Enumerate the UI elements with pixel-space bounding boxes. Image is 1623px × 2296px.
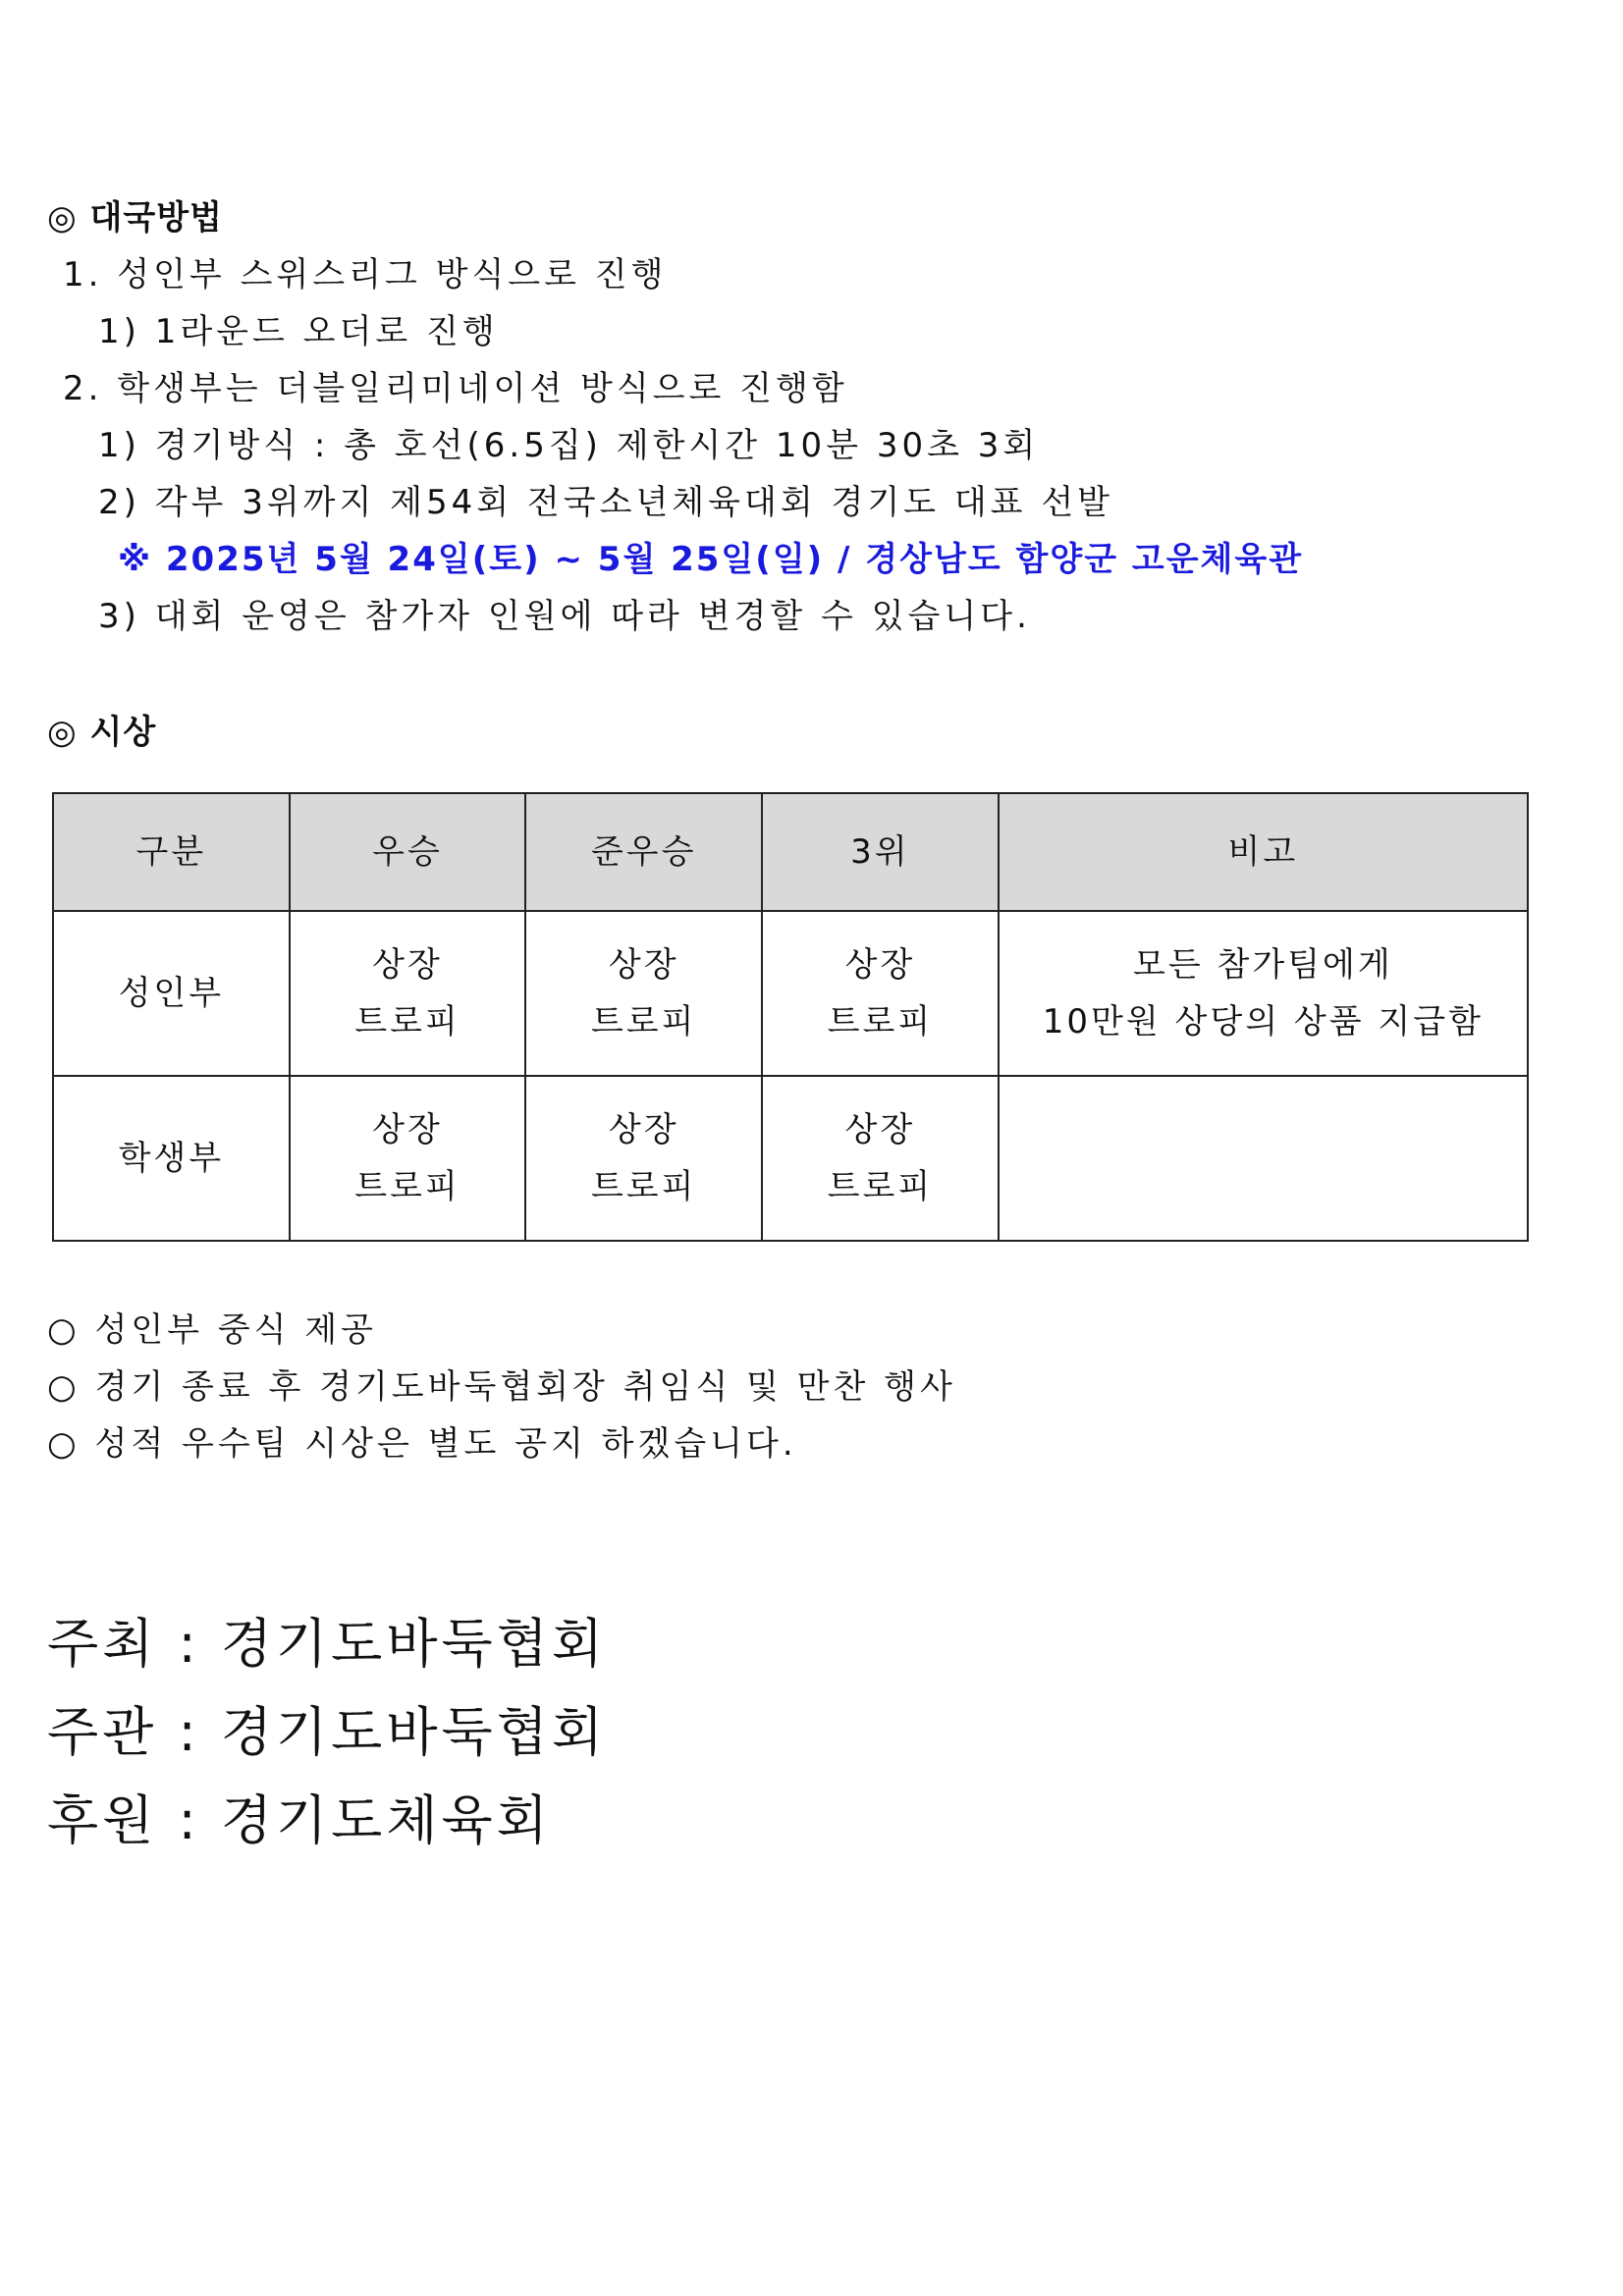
table-row	[53, 911, 1528, 1076]
method-item-1: 1. 성인부 스위스리그 방식으로 진행	[63, 255, 668, 294]
method-item-2-sub-2: 2) 각부 3위까지 제54회 전국소년체육대회 경기도 대표 선발	[98, 483, 1114, 522]
method-item-2-note: ※ 2025년 5월 24일(토) ~ 5월 25일(일) / 경상남도 함양군 고운체육관	[118, 540, 1304, 579]
notice-item: ○ 경기 종료 후 경기도바둑협회장 취임식 및 만찬 행사	[47, 1367, 956, 1407]
certificate-label: 상장	[844, 945, 916, 985]
third-cell	[762, 1076, 999, 1241]
notice-item: ○ 성인부 중식 제공	[47, 1310, 377, 1350]
certificate-label: 상장	[844, 1110, 916, 1149]
notice-item: ○ 성적 우수팀 시상은 별도 공지 하겠습니다.	[47, 1424, 797, 1464]
trophy-label: 트로피	[354, 1002, 460, 1041]
organizer-line: 주관 : 경기도바둑협회	[47, 1701, 607, 1763]
table-header-row	[53, 793, 1528, 911]
trophy-label: 트로피	[590, 1167, 697, 1206]
awards-table	[52, 792, 1529, 1242]
certificate-label: 상장	[608, 945, 679, 985]
trophy-label: 트로피	[590, 1002, 697, 1041]
method-heading: ◎ 대국방법	[47, 198, 223, 238]
trophy-label: 트로피	[827, 1002, 934, 1041]
trophy-label: 트로피	[354, 1167, 460, 1206]
header-winner: 우승	[290, 793, 526, 911]
header-note: 비고	[999, 793, 1528, 911]
host-line: 주최 : 경기도바둑협회	[47, 1613, 607, 1675]
header-third: 3위	[762, 793, 999, 911]
note-cell	[999, 1076, 1528, 1241]
header-runner-up: 준우승	[525, 793, 762, 911]
certificate-label: 상장	[608, 1110, 679, 1149]
method-item-2-sub-1: 1) 경기방식 : 총 호선(6.5집) 제한시간 10분 30초 3회	[98, 426, 1040, 465]
header-division: 구분	[53, 793, 290, 911]
division-cell: 성인부	[53, 911, 290, 1076]
method-item-2: 2. 학생부는 더블일리미네이션 방식으로 진행함	[63, 369, 848, 408]
certificate-label: 상장	[372, 945, 443, 985]
note-line: 모든 참가팀에게	[1133, 945, 1393, 985]
runner-up-cell	[525, 911, 762, 1076]
table-row	[53, 1076, 1528, 1241]
trophy-label: 트로피	[827, 1167, 934, 1206]
certificate-label: 상장	[372, 1110, 443, 1149]
winner-cell	[290, 911, 526, 1076]
note-line: 10만원 상당의 상품 지급함	[1042, 1002, 1484, 1041]
awards-heading: ◎ 시상	[47, 713, 157, 752]
sponsor-line: 후원 : 경기도체육회	[47, 1789, 552, 1851]
runner-up-cell	[525, 1076, 762, 1241]
note-cell	[999, 911, 1528, 1076]
third-cell	[762, 911, 999, 1076]
method-item-1-sub-1: 1) 1라운드 오더로 진행	[98, 312, 499, 351]
method-item-2-sub-3: 3) 대회 운영은 참가자 인원에 따라 변경할 수 있습니다.	[98, 597, 1031, 636]
winner-cell	[290, 1076, 526, 1241]
division-cell: 학생부	[53, 1076, 290, 1241]
